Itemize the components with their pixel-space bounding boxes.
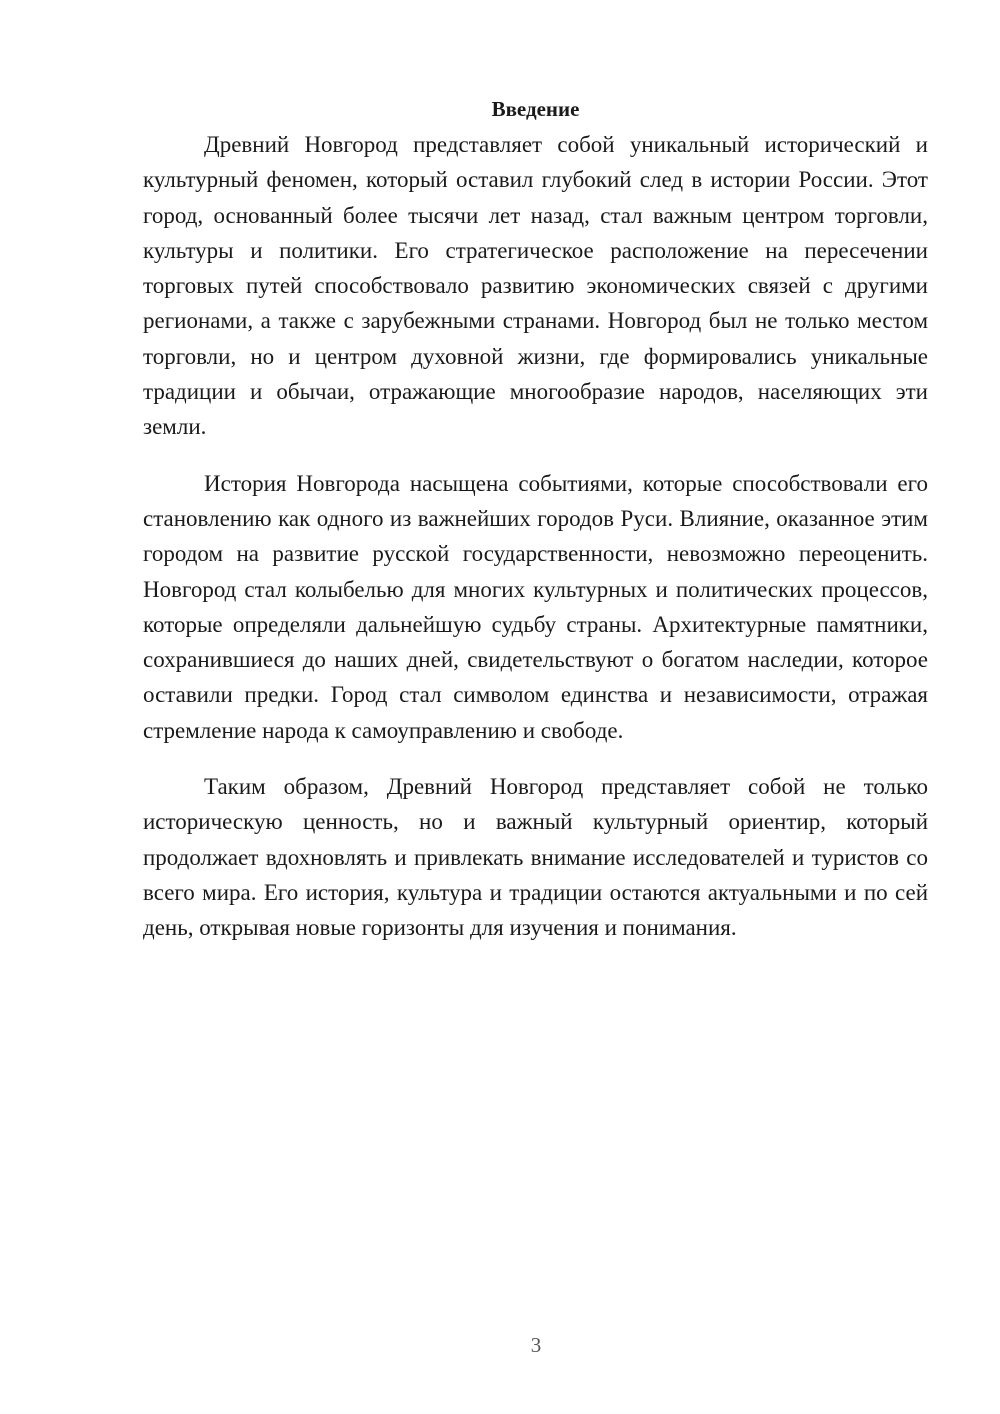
page-content — [143, 92, 928, 946]
page-number: 3 — [530, 1333, 542, 1357]
section-heading: Введение — [491, 97, 580, 121]
paragraph-2: История Новгорода насыщена событиями, которые способствовали его становлению как одного из важнейших городов Руси. Влияние, оказанное этим городом на развитие русской государственности, невозможно переоценить. Новгород стал колыбелью для многих культурных и политических процессов, которые определяли дальнейшую судьбу страны. Архитектурные памятники, сохранившиеся до наших дней, свидетельствуют о богатом наследии, которое оставили предки. Город стал символом единства и независимости, отражая стремление народа к самоуправлению и свободе. — [143, 470, 928, 743]
paragraph-3: Таким образом, Древний Новгород представляет собой не только историческую ценность, но и важный культурный ориентир, который продолжает вдохновлять и привлекать внимание исследователей и туристов со всего мира. Его история, культура и традиции остаются актуальными и по сей день, открывая новые горизонты для изучения и понимания. — [143, 774, 928, 941]
paragraph-1: Древний Новгород представляет собой уникальный исторический и культурный феномен, который оставил глубокий след в истории России. Этот город, основанный более тысячи лет назад, стал важным центром торговли, культуры и политики. Его стратегическое расположение на пересечении торговых путей способствовало развитию экономических связей с другими регионами, а также с зарубежными странами. Новгород был не только местом торговли, но и центром духовной жизни, где формировались уникальные традиции и обычаи, отражающие многообразие народов, населяющих эти земли. — [143, 132, 928, 440]
